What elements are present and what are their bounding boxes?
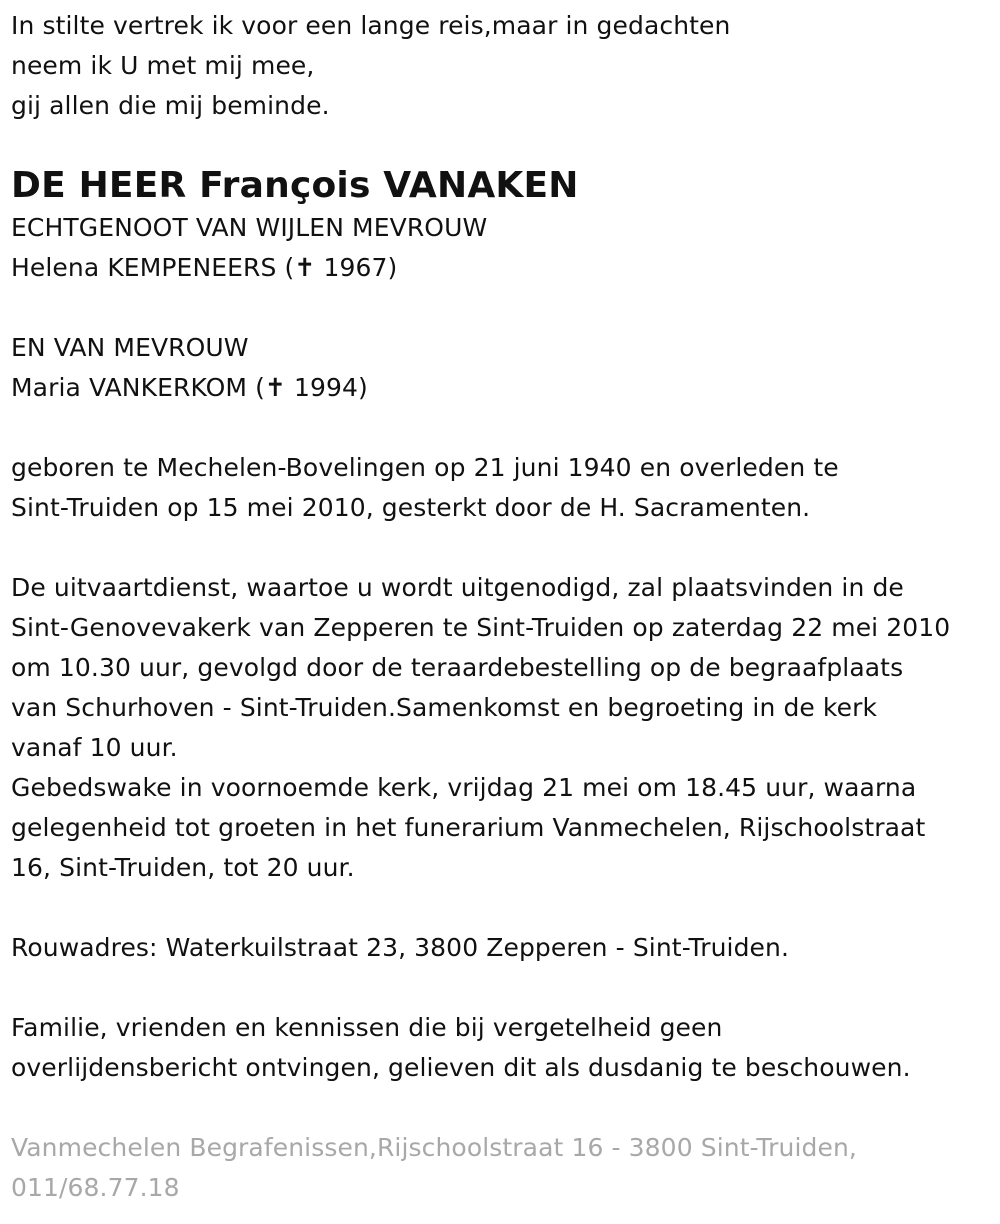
- obituary-notice: [11, 6, 996, 1208]
- address-paragraph: [11, 928, 996, 968]
- spouse-2-title: EN VAN MEVROUW: [11, 333, 249, 362]
- paragraph-line: van Schurhoven - Sint-Truiden.Samenkomst en begroeting in de kerk: [11, 693, 878, 722]
- deceased-name: DE HEER François VANAKEN: [11, 165, 579, 206]
- paragraph-line: 16, Sint-Truiden, tot 20 uur.: [11, 853, 355, 882]
- poem-line: gij allen die mij beminde.: [11, 91, 330, 120]
- spouse-2-name: Maria VANKERKOM (✝ 1994): [11, 373, 368, 402]
- spouse-1: [11, 208, 996, 288]
- footer-phone: 011/68.77.18: [11, 1173, 180, 1202]
- notice-paragraph: [11, 1008, 996, 1088]
- poem-line: neem ik U met mij mee,: [11, 51, 315, 80]
- paragraph-line: overlijdensbericht ontvingen, gelieven dit als dusdanig te beschouwen.: [11, 1053, 911, 1082]
- paragraph-line: gelegenheid tot groeten in het funerarium Vanmechelen, Rijschoolstraat: [11, 813, 926, 842]
- paragraph-line: vanaf 10 uur.: [11, 733, 178, 762]
- paragraph-line: Sint-Truiden op 15 mei 2010, gesterkt door de H. Sacramenten.: [11, 493, 811, 522]
- spouse-1-title: ECHTGENOOT VAN WIJLEN MEVROUW: [11, 213, 488, 242]
- funeral-home-footer: [11, 1128, 996, 1208]
- paragraph-line: De uitvaartdienst, waartoe u wordt uitgenodigd, zal plaatsvinden in de: [11, 573, 904, 602]
- paragraph-line: geboren te Mechelen-Bovelingen op 21 juni 1940 en overleden te: [11, 453, 839, 482]
- paragraph-line: Sint-Genovevakerk van Zepperen te Sint-Truiden op zaterdag 22 mei 2010: [11, 613, 951, 642]
- address-line: Rouwadres: Waterkuilstraat 23, 3800 Zepperen - Sint-Truiden.: [11, 933, 790, 962]
- paragraph-line: Familie, vrienden en kennissen die bij vergetelheid geen: [11, 1013, 723, 1042]
- paragraph-line: om 10.30 uur, gevolgd door de teraardebestelling op de begraafplaats: [11, 653, 904, 682]
- poem-line: In stilte vertrek ik voor een lange reis,maar in gedachten: [11, 11, 731, 40]
- spouse-2: [11, 328, 996, 408]
- service-paragraph: [11, 568, 996, 888]
- spouse-1-name: Helena KEMPENEERS (✝ 1967): [11, 253, 398, 282]
- footer-line: Vanmechelen Begrafenissen,Rijschoolstraat 16 - 3800 Sint-Truiden,: [11, 1133, 857, 1162]
- poem: [11, 6, 996, 126]
- birth-death-paragraph: [11, 448, 996, 528]
- paragraph-line: Gebedswake in voornoemde kerk, vrijdag 21 mei om 18.45 uur, waarna: [11, 773, 917, 802]
